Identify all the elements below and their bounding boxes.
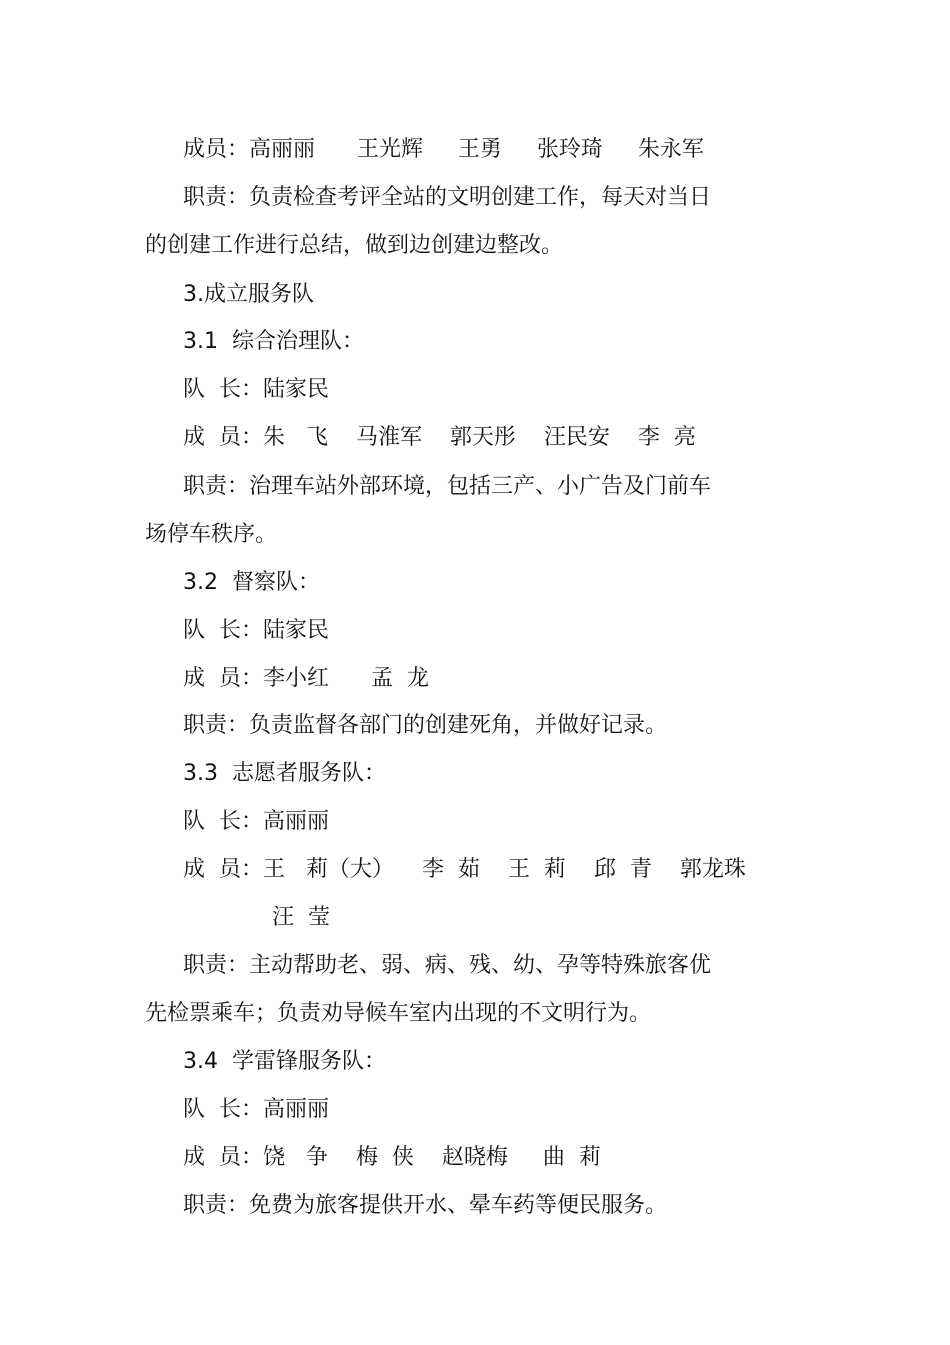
text-line: 职责：免费为旅客提供开水、晕车药等便民服务。 xyxy=(183,1193,668,1218)
text-line: 先检票乘车；负责劝导候车室内出现的不文明行为。 xyxy=(145,1001,652,1026)
text-line: 队 长：陆家民 xyxy=(183,377,329,402)
text-line: 场停车秩序。 xyxy=(145,522,278,547)
subsection-heading: 3.1 综合治理队： xyxy=(183,329,364,354)
text-line: 队 长：陆家民 xyxy=(183,618,329,643)
subsection-heading: 3.2 督察队： xyxy=(183,570,320,595)
text-line: 成员：高丽丽 王光辉 王勇 张玲琦 朱永军 xyxy=(183,137,704,162)
text-line: 的创建工作进行总结，做到边创建边整改。 xyxy=(145,233,564,258)
text-line: 成 员：饶 争 梅 侠 赵晓梅 曲 莉 xyxy=(183,1145,601,1170)
text-line: 职责：主动帮助老、弱、病、残、幼、孕等特殊旅客优 xyxy=(183,953,712,978)
section-heading: 3.成立服务队 xyxy=(183,282,314,307)
text-line: 职责：治理车站外部环境，包括三产、小广告及门前车 xyxy=(183,474,712,499)
subsection-heading: 3.3 志愿者服务队： xyxy=(183,761,386,786)
text-line: 汪 莹 xyxy=(272,905,330,930)
text-line: 成 员：李小红 孟 龙 xyxy=(183,666,429,691)
text-line: 职责：负责检查考评全站的文明创建工作，每天对当日 xyxy=(183,185,712,210)
text-line: 队 长：高丽丽 xyxy=(183,1097,329,1122)
text-line: 职责：负责监督各部门的创建死角，并做好记录。 xyxy=(183,713,668,738)
text-line: 成 员：王 莉（大） 李 茹 王 莉 邱 青 郭龙珠 xyxy=(183,857,746,882)
text-line: 成 员：朱 飞 马淮军 郭天彤 汪民安 李 亮 xyxy=(183,425,696,450)
text-line: 队 长：高丽丽 xyxy=(183,809,329,834)
subsection-heading: 3.4 学雷锋服务队： xyxy=(183,1049,386,1074)
